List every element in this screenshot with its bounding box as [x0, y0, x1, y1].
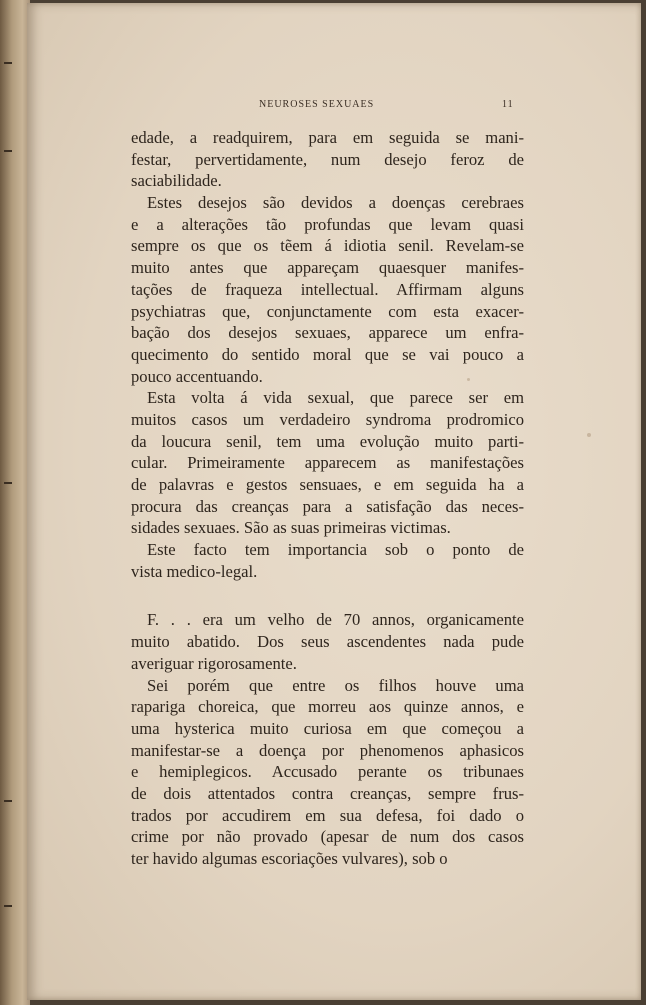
text-line: psychiatras que, conjunctamente com esta exacer- — [131, 301, 524, 321]
text-line: vista medico-legal. — [131, 561, 258, 581]
book-page — [27, 3, 641, 1000]
text-line: procura das creanças para a satisfação das neces- — [131, 496, 524, 516]
text-line: Sei porém que entre os filhos houve uma — [147, 675, 524, 695]
text-line: festar, pervertidamente, num desejo feroz de — [131, 149, 524, 169]
text-line: Estes desejos são devidos a doenças cerebraes — [147, 193, 524, 213]
running-head — [27, 99, 641, 113]
text-line: de dois attentados contra creanças, sempre frus- — [131, 783, 524, 803]
text-line: rapariga choreica, que morreu aos quinze annos, e — [131, 697, 524, 717]
text-line: e a alterações tão profundas que levam quasi — [131, 214, 524, 234]
text-line: sempre os que os tẽem á idiotia senil. Revelam-se — [131, 236, 524, 256]
text-line: e hemiplegicos. Accusado perante os tribunaes — [131, 762, 524, 782]
text-line: tações de fraqueza intellectual. Affirmam alguns — [131, 279, 524, 299]
body-text — [131, 127, 524, 870]
text-line: muitos casos um verdadeiro syndroma prodromico — [131, 409, 524, 429]
text-line: manifestar-se a doença por phenomenos aphasicos — [131, 740, 524, 760]
text-line: averiguar rigorosamente. — [131, 653, 297, 673]
text-line: ter havido algumas escoriações vulvares), sob o — [131, 849, 448, 868]
text-line: crime por não provado (apesar de num dos casos — [131, 827, 524, 847]
paper-stain — [587, 433, 591, 437]
text-line: muito antes que appareçam quaesquer manifes- — [131, 258, 524, 278]
text-line: da loucura senil, tem uma evolução muito parti- — [131, 431, 524, 451]
text-line: quecimento do sentido moral que se vai pouco a — [131, 344, 524, 364]
binding-mark — [4, 800, 12, 802]
text-line: bação dos desejos sexuaes, apparece um enfra- — [131, 323, 524, 343]
paragraph-gap — [131, 582, 524, 609]
text-line: edade, a readquirem, para em seguida se mani- — [131, 128, 524, 147]
binding-mark — [4, 62, 12, 64]
text-line: cular. Primeiramente apparecem as manifestações — [131, 453, 524, 473]
book-binding — [0, 0, 30, 1005]
text-line: trados por accudirem em sua defesa, foi dado o — [131, 805, 524, 825]
text-line: F. . . era um velho de 70 annos, organicamente — [147, 610, 524, 630]
text-line: Esta volta á vida sexual, que parece ser em — [147, 388, 524, 408]
binding-mark — [4, 905, 12, 907]
text-line: de palavras e gestos sensuaes, e em seguida ha a — [131, 475, 524, 494]
text-line: sidades sexuaes. São as suas primeiras victimas. — [131, 518, 451, 538]
text-line: Este facto tem importancia sob o ponto de — [147, 540, 524, 560]
running-title: NEUROSES SEXUAES — [259, 99, 375, 110]
text-line: uma hysterica muito curiosa em que começou a — [131, 718, 524, 738]
text-line: saciabilidade. — [131, 171, 222, 191]
binding-mark — [4, 150, 12, 152]
binding-mark — [4, 482, 12, 484]
text-line: muito abatido. Dos seus ascendentes nada pude — [131, 632, 524, 652]
page-number: 11 — [502, 99, 514, 110]
text-line: pouco accentuando. — [131, 366, 263, 386]
